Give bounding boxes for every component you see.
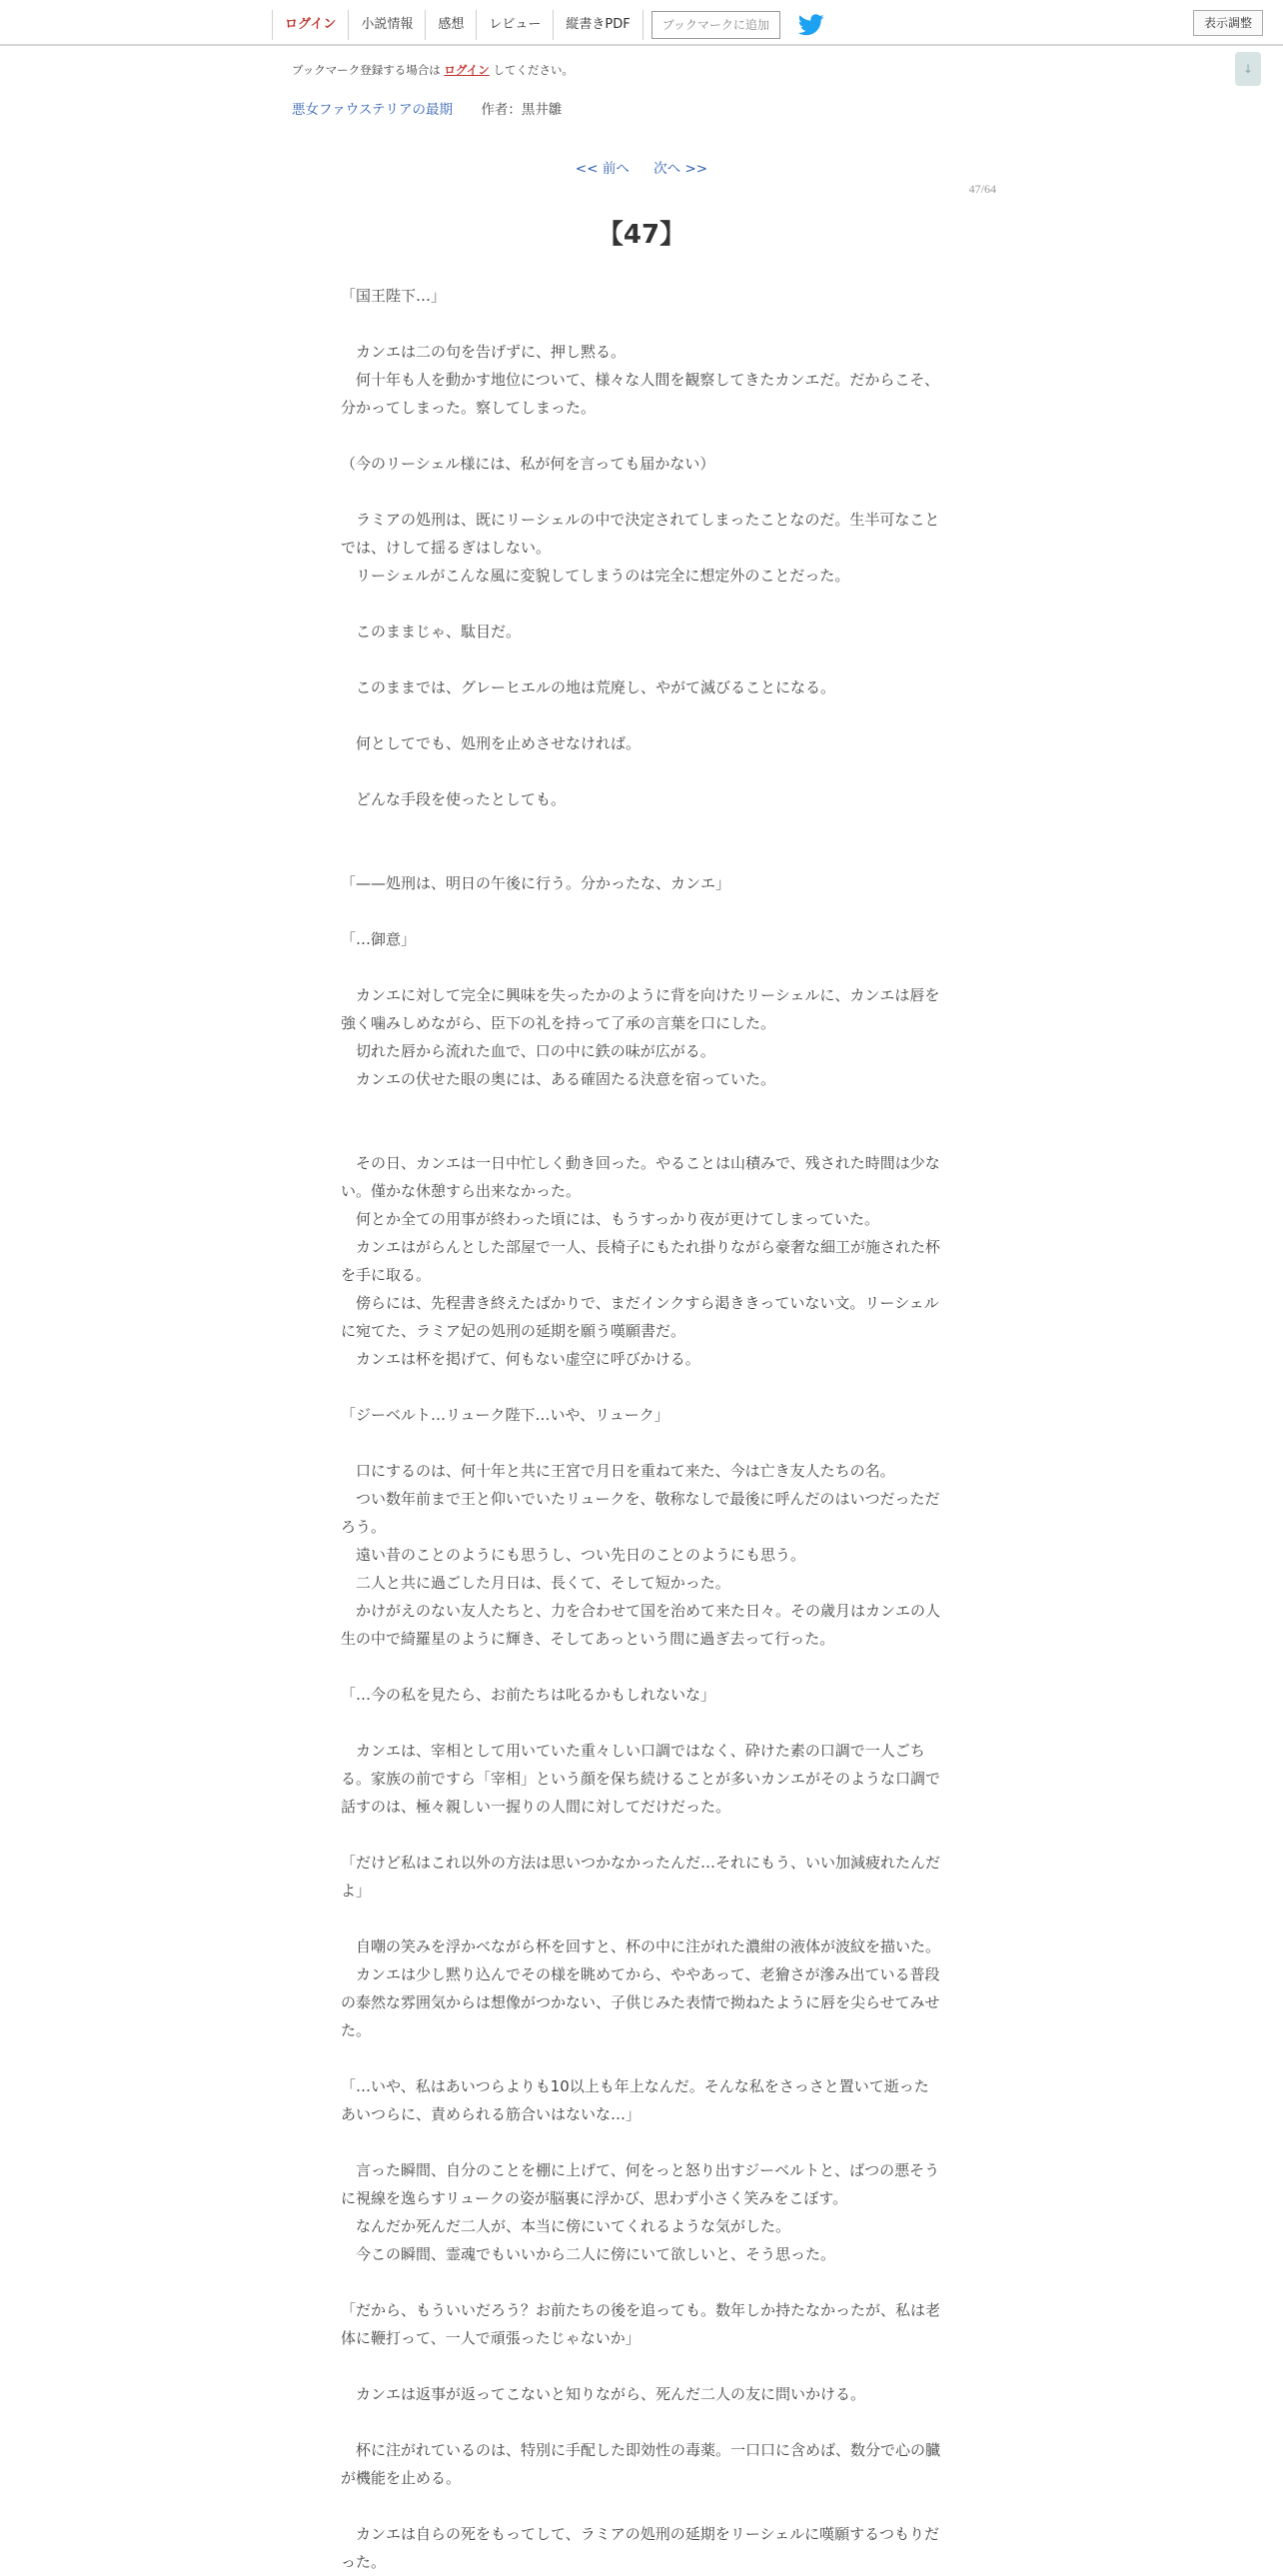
novel-paragraph: 「…御意」 — [341, 930, 417, 948]
novel-info-link[interactable]: 小説情報 — [348, 10, 425, 40]
novel-paragraph: このままじゃ、駄目だ。 — [341, 623, 522, 641]
novel-paragraph: 何十年も人を動かす地位について、様々な人間を観察してきたカンエだ。だからこそ、分かってしまった。察してしまった。 — [341, 371, 940, 417]
scroll-down-button[interactable]: ↓ — [1235, 52, 1261, 86]
display-settings-button[interactable]: 表示調整 — [1193, 10, 1263, 36]
novel-paragraph: カンエは自らの死をもってして、ラミアの処刑の延期をリーシェルに嘆願するつもりだった。 — [341, 2525, 939, 2571]
novel-paragraph: カンエは、宰相として用いていた重々しい口調ではなく、砕けた素の口調で一人ごちる。家族の前ですら「宰相」という顔を保ち続けることが多いカンエがそのような口調で話すのは、極々親しい一握りの人間に対してだけだった。 — [341, 1742, 941, 1816]
blank-line — [341, 757, 940, 785]
novel-paragraph: カンエは少し黙り込んでその様を眺めてから、ややあって、老獪さが滲み出ている普段の泰然な雰囲気からは想像がつかない、子供じみた表情で拗ねたように唇を尖らせてみせた。 — [341, 1965, 940, 2039]
novel-paragraph: 二人と共に過ごした月日は、長くて、そして短かった。 — [341, 1574, 730, 1592]
blank-line — [341, 1821, 940, 1849]
blank-line — [341, 478, 940, 506]
novel-paragraph: このままでは、グレーヒエルの地は荒廃し、やがて滅びることになる。 — [341, 678, 836, 696]
prev-chapter-link[interactable]: << 前へ — [575, 161, 630, 177]
novel-paragraph: カンエは二の句を告げずに、押し黙る。 — [341, 343, 627, 361]
blank-line — [341, 310, 940, 338]
novel-paragraph: ラミアの処刑は、既にリーシェルの中で決定されてしまったことなのだ。生半可なことでは、けして揺るぎはしない。 — [341, 511, 940, 557]
novel-paragraph: なんだか死んだ二人が、本当に傍にいてくれるような気がした。 — [341, 2217, 791, 2235]
blank-line — [341, 645, 940, 673]
blank-line — [341, 422, 940, 450]
novel-paragraph: 「——処刑は、明日の午後に行う。分かったな、カンエ」 — [341, 874, 731, 892]
novel-paragraph: 「ジーベルト…リューク陛下…いや、リューク」 — [341, 1406, 669, 1424]
blank-line — [341, 2044, 940, 2072]
novel-paragraph: カンエは返事が返ってこないと知りながら、死んだ二人の友に問いかける。 — [341, 2385, 866, 2403]
blank-line — [341, 2128, 940, 2156]
novel-paragraph: 「だけど私はこれ以外の方法は思いつかなかったんだ…それにもう、いい加減疲れたんだよ」 — [341, 1854, 941, 1900]
bookmark-note-login-link[interactable]: ログイン — [444, 63, 490, 77]
novel-paragraph: 杯に注がれているのは、特別に手配した即効性の毒薬。一口口に含めば、数分で心の臓が機能を止める。 — [341, 2441, 941, 2487]
bookmark-note-suffix: してください。 — [493, 63, 574, 77]
impressions-link[interactable]: 感想 — [425, 10, 476, 40]
blank-line — [341, 1653, 940, 1681]
novel-paragraph: 自嘲の笑みを浮かべながら杯を回すと、杯の中に注がれた濃紺の液体が波紋を描いた。 — [341, 1937, 941, 1955]
novel-paragraph: カンエの伏せた眼の奥には、ある確固たる決意を宿っていた。 — [341, 1070, 776, 1088]
novel-paragraph: リーシェルがこんな風に変貌してしまうのは完全に想定外のことだった。 — [341, 567, 850, 585]
add-bookmark-button[interactable]: ブックマークに追加 — [651, 11, 780, 39]
blank-line — [341, 701, 940, 729]
page-number: 47/64 — [968, 182, 996, 196]
novel-body — [341, 282, 940, 2576]
blank-line — [341, 841, 940, 869]
novel-paragraph: つい数年前まで王と仰いでいたリュークを、敬称なしで最後に呼んだのはいつだっただろう。 — [341, 1490, 940, 1536]
chapter-title: 【47】 — [597, 220, 686, 250]
blank-line — [341, 2268, 940, 2296]
next-chapter-link[interactable]: 次へ >> — [653, 161, 708, 177]
author-name: 作者：黒井雛 — [481, 102, 563, 118]
twitter-icon[interactable] — [798, 14, 824, 36]
blank-line — [341, 590, 940, 618]
blank-line — [341, 2492, 940, 2520]
novel-header — [292, 98, 562, 118]
novel-title-link[interactable]: 悪女ファウステリアの最期 — [292, 102, 454, 118]
blank-line — [341, 1093, 940, 1121]
blank-line — [341, 813, 940, 841]
novel-paragraph: 遠い昔のことのようにも思うし、つい先日のことのようにも思う。 — [341, 1546, 806, 1564]
chapter-pager — [0, 157, 1283, 177]
blank-line — [341, 2408, 940, 2436]
novel-paragraph: その日、カンエは一日中忙しく動き回った。やることは山積みで、残された時間は少ない。僅かな休憩すら出来なかった。 — [341, 1154, 940, 1200]
novel-paragraph: 切れた唇から流れた血で、口の中に鉄の味が広がる。 — [341, 1042, 715, 1060]
novel-paragraph: かけがえのない友人たちと、力を合わせて国を治めて来た日々。その歳月はカンエの人生の中で綺羅星のように輝き、そしてあっという間に過ぎ去って行った。 — [341, 1602, 941, 1648]
blank-line — [341, 2352, 940, 2380]
vertical-pdf-link[interactable]: 縦書きPDF — [553, 10, 642, 40]
blank-line — [341, 1709, 940, 1737]
blank-line — [341, 953, 940, 981]
novel-paragraph: 何とか全ての用事が終わった頃には、もうすっかり夜が更けてしまっていた。 — [341, 1210, 879, 1228]
novel-paragraph: どんな手段を使ったとしても。 — [341, 790, 567, 808]
top-navigation-bar — [0, 0, 1283, 46]
novel-paragraph: 「…いや、私はあいつらよりも10以上も年上なんだ。そんな私をさっさと置いて逝ったあいつらに、責められる筋合いはないな…」 — [341, 2077, 929, 2123]
novel-paragraph: カンエは杯を掲げて、何もない虚空に呼びかける。 — [341, 1350, 700, 1368]
novel-paragraph: （今のリーシェル様には、私が何を言っても届かない） — [341, 455, 715, 473]
novel-paragraph: カンエに対して完全に興味を失ったかのように背を向けたリーシェルに、カンエは唇を強く噛みしめながら、臣下の礼を持って了承の言葉を口にした。 — [341, 986, 940, 1032]
novel-paragraph: 何としてでも、処刑を止めさせなければ。 — [341, 734, 642, 752]
novel-paragraph: 今この瞬間、霊魂でもいいから二人に傍にいて欲しいと、そう思った。 — [341, 2245, 836, 2263]
novel-paragraph: 言った瞬間、自分のことを棚に上げて、何をっと怒り出すジーベルトと、ばつの悪そうに視線を逸らすリュークの姿が脳裏に浮かび、思わず小さく笑みをこぼす。 — [341, 2161, 940, 2207]
bookmark-note-prefix: ブックマーク登録する場合は — [292, 63, 441, 77]
novel-paragraph: 「…今の私を見たら、お前たちは叱るかもしれないな」 — [341, 1686, 716, 1704]
blank-line — [341, 1121, 940, 1149]
blank-line — [341, 897, 940, 925]
novel-paragraph: 「国王陛下…」 — [341, 287, 447, 305]
blank-line — [341, 1905, 940, 1932]
blank-line — [341, 1373, 940, 1401]
novel-paragraph: 「だから、もういいだろう？お前たちの後を追っても。数年しか持たなかったが、私は老体に鞭打って、一人で頑張ったじゃないか」 — [341, 2301, 941, 2347]
main-nav — [272, 10, 824, 40]
novel-paragraph: 傍らには、先程書き終えたばかりで、まだインクすら渇ききっていない文。リーシェルに宛てた、ラミア妃の処刑の延期を願う嘆願書だ。 — [341, 1294, 939, 1340]
novel-paragraph: カンエはがらんとした部屋で一人、長椅子にもたれ掛りながら豪奢な細工が施された杯を手に取る。 — [341, 1238, 941, 1284]
novel-paragraph: 口にするのは、何十年と共に王宮で月日を重ねて来た、今は亡き友人たちの名。 — [341, 1462, 895, 1480]
blank-line — [341, 1429, 940, 1457]
login-link[interactable]: ログイン — [272, 10, 348, 40]
bookmark-login-note — [292, 62, 574, 78]
review-link[interactable]: レビュー — [476, 10, 553, 40]
